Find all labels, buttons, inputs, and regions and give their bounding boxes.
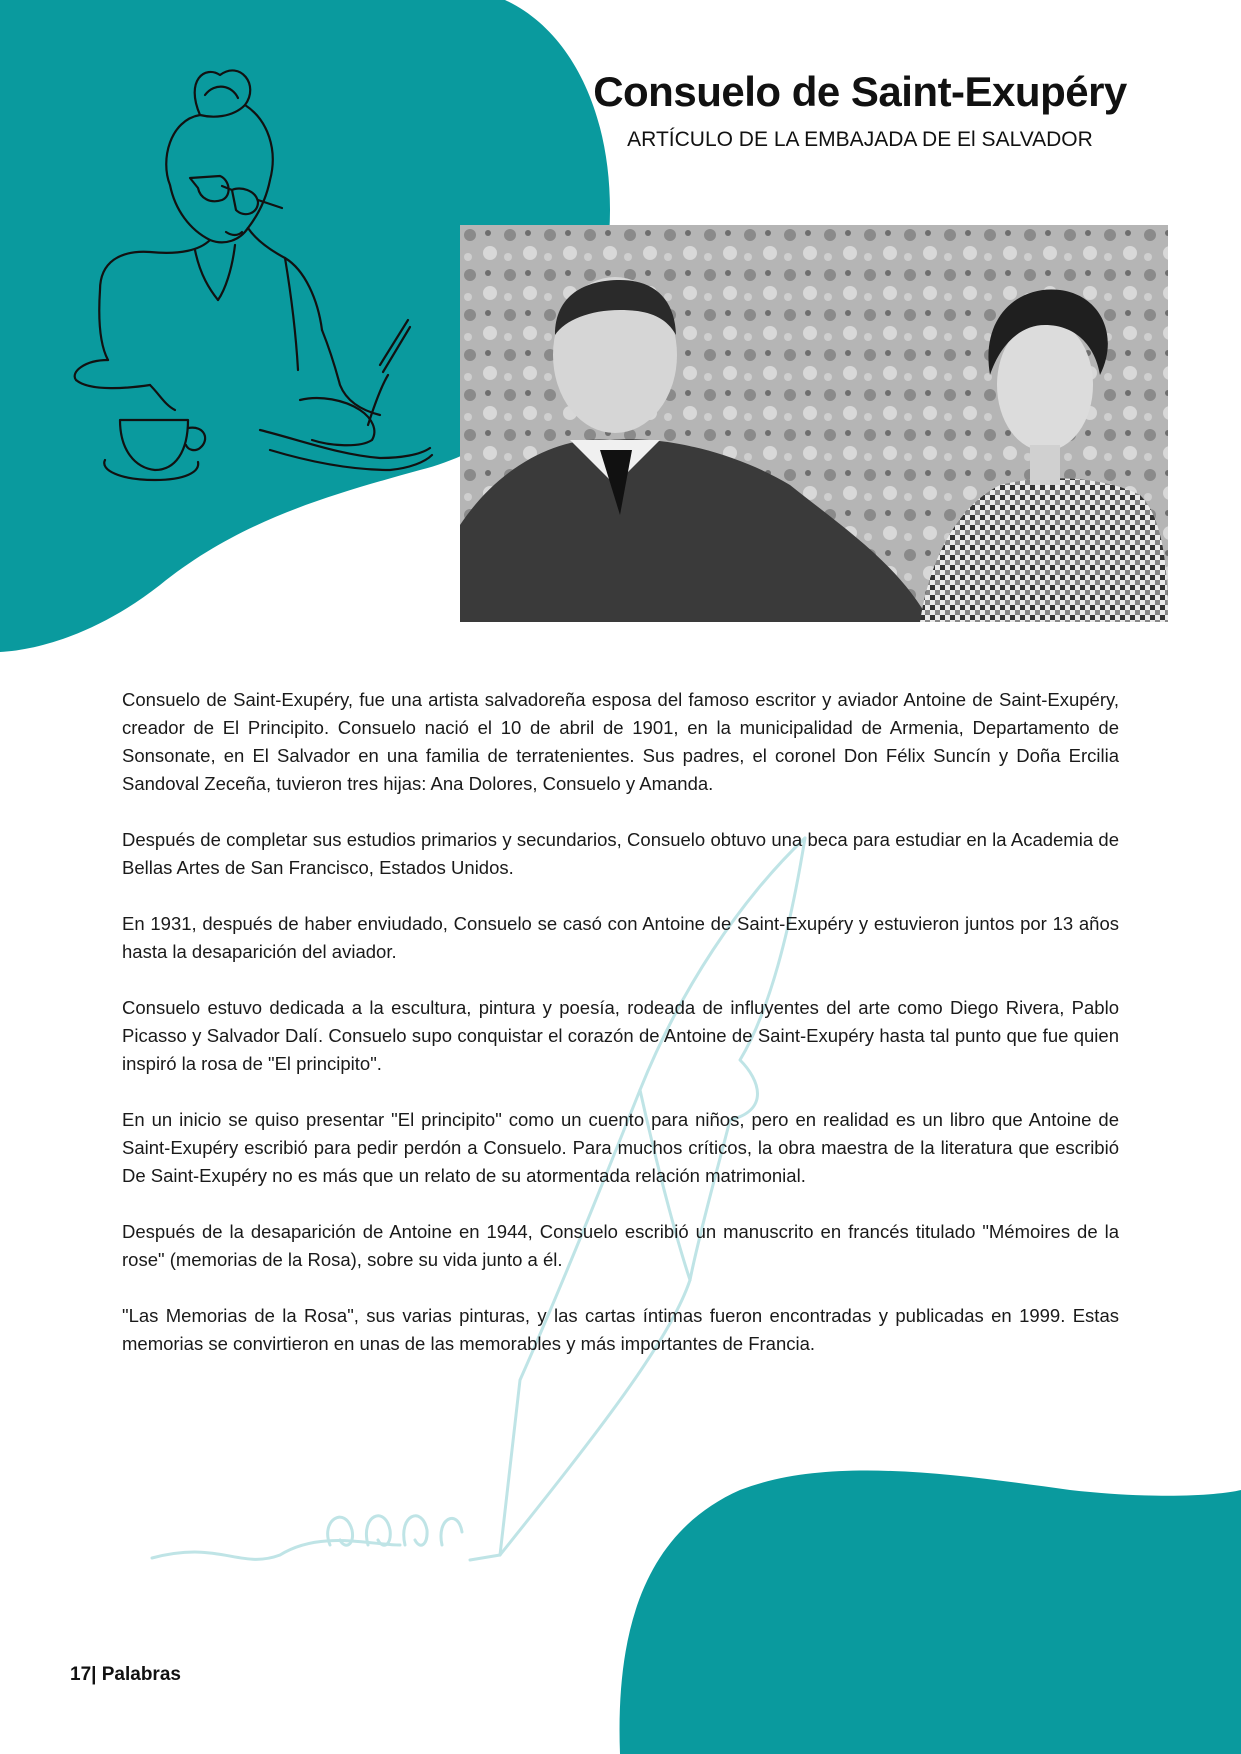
article-body: [122, 686, 1119, 1386]
page-title: Consuelo de Saint-Exupéry: [593, 68, 1127, 115]
article-paragraph: Después de la desaparición de Antoine en 1944, Consuelo escribió un manuscrito en francés titulado "Mémoires de la rose" (memorias de la Rosa), sobre su vida junto a él.: [122, 1221, 1119, 1270]
portrait-photo: [460, 225, 1168, 622]
article-paragraph: Consuelo de Saint-Exupéry, fue una artista salvadoreña esposa del famoso escritor y aviador Antoine de Saint-Exupéry, creador de El Principito. Consuelo nació el 10 de abril de 1901, en la municipalidad de Armenia, Departamento de Sonsonate, en El Salvador en una familia de terratenientes. Sus padres, el coronel Don Félix Suncín y Doña Ercilia Sandoval Zeceña, tuvieron tres hijas: Ana Dolores, Consuelo y Amanda.: [122, 689, 1119, 794]
page-footer-label: 17| Palabras: [70, 1664, 181, 1685]
article-paragraph: Después de completar sus estudios primarios y secundarios, Consuelo obtuvo una beca para estudiar en la Academia de Bellas Artes de San Francisco, Estados Unidos.: [122, 829, 1119, 878]
article-paragraph: En un inicio se quiso presentar "El principito" como un cuento para niños, pero en realidad es un libro que Antoine de Saint-Exupéry escribió para pedir perdón a Consuelo. Para muchos críticos, la obra maestra de la literatura que escribió De Saint-Exupéry no es más que un relato de su atormentada relación matrimonial.: [122, 1109, 1119, 1186]
bottom-right-teal-blob: [620, 1471, 1241, 1754]
page-subtitle: ARTÍCULO DE LA EMBAJADA DE El SALVADOR: [627, 128, 1093, 151]
article-paragraph: Consuelo estuvo dedicada a la escultura, pintura y poesía, rodeada de influyentes del arte como Diego Rivera, Pablo Picasso y Salvador Dalí. Consuelo supo conquistar el corazón de Antoine de Saint-Exupéry hasta tal punto que fue quien inspiró la rosa de "El principito".: [122, 997, 1119, 1074]
article-paragraph: En 1931, después de haber enviudado, Consuelo se casó con Antoine de Saint-Exupéry y estuvieron juntos por 13 años hasta la desaparición del aviador.: [122, 913, 1119, 962]
article-paragraph: "Las Memorias de la Rosa", sus varias pinturas, y las cartas íntimas fueron encontradas y publicadas en 1999. Estas memorias se convirtieron en unas de las memorables y más importantes de Francia.: [122, 1305, 1119, 1354]
